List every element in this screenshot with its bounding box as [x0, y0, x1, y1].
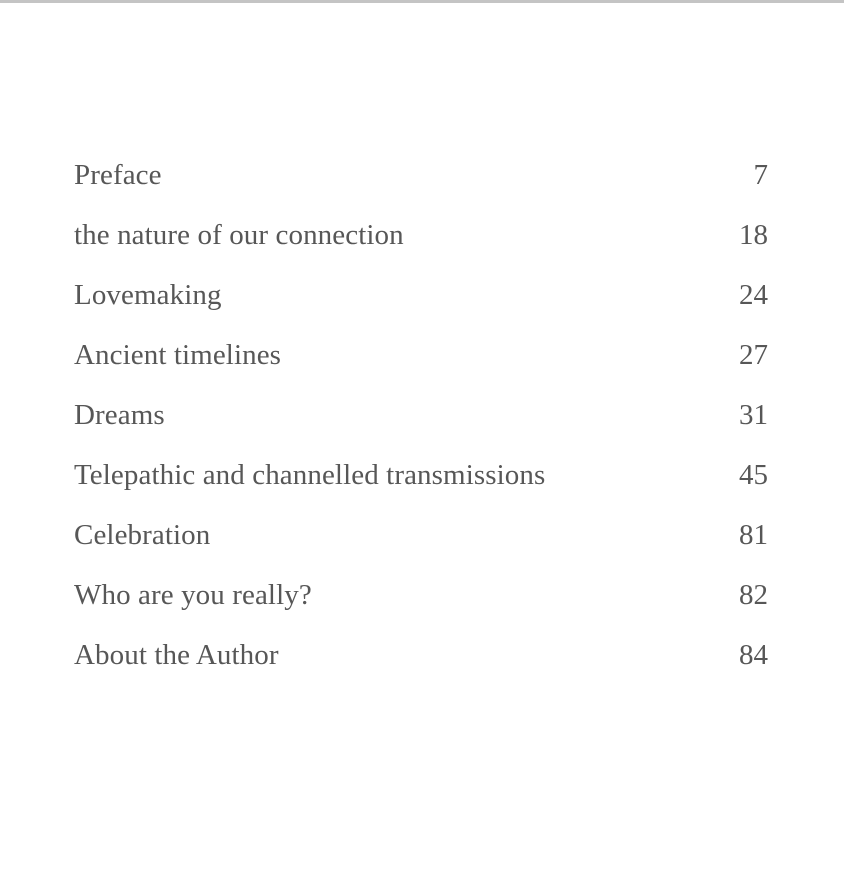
toc-entry-title: Lovemaking [74, 279, 222, 311]
toc-entry-title: Who are you really? [74, 579, 312, 611]
toc-entry-page: 18 [739, 219, 768, 251]
toc-entry-title: Dreams [74, 399, 165, 431]
toc-entry-title: About the Author [74, 639, 279, 671]
toc-entry-page: 31 [739, 399, 768, 431]
toc-entry-page: 45 [739, 459, 768, 491]
toc-entry-title: Celebration [74, 519, 211, 551]
toc-entry[interactable] [74, 205, 768, 265]
toc-entry-page: 82 [739, 579, 768, 611]
toc-entry[interactable] [74, 145, 768, 205]
toc-entry[interactable] [74, 385, 768, 445]
toc-entry-page: 81 [739, 519, 768, 551]
toc-entry-title: Ancient timelines [74, 339, 282, 371]
toc-entry[interactable] [74, 505, 768, 565]
toc-entry-page: 84 [739, 639, 768, 671]
toc-entry[interactable] [74, 565, 768, 625]
toc-entry[interactable] [74, 265, 768, 325]
table-of-contents [74, 145, 768, 685]
toc-entry-page: 7 [753, 159, 768, 191]
toc-entry-title: the nature of our connection [74, 219, 404, 251]
toc-entry[interactable] [74, 325, 768, 385]
toc-entry-title: Telepathic and channelled transmissions [74, 459, 546, 491]
top-divider [0, 0, 844, 3]
toc-entry[interactable] [74, 445, 768, 505]
toc-entry[interactable] [74, 625, 768, 685]
toc-entry-title: Preface [74, 159, 162, 191]
toc-entry-page: 27 [739, 339, 768, 371]
toc-entry-page: 24 [739, 279, 768, 311]
